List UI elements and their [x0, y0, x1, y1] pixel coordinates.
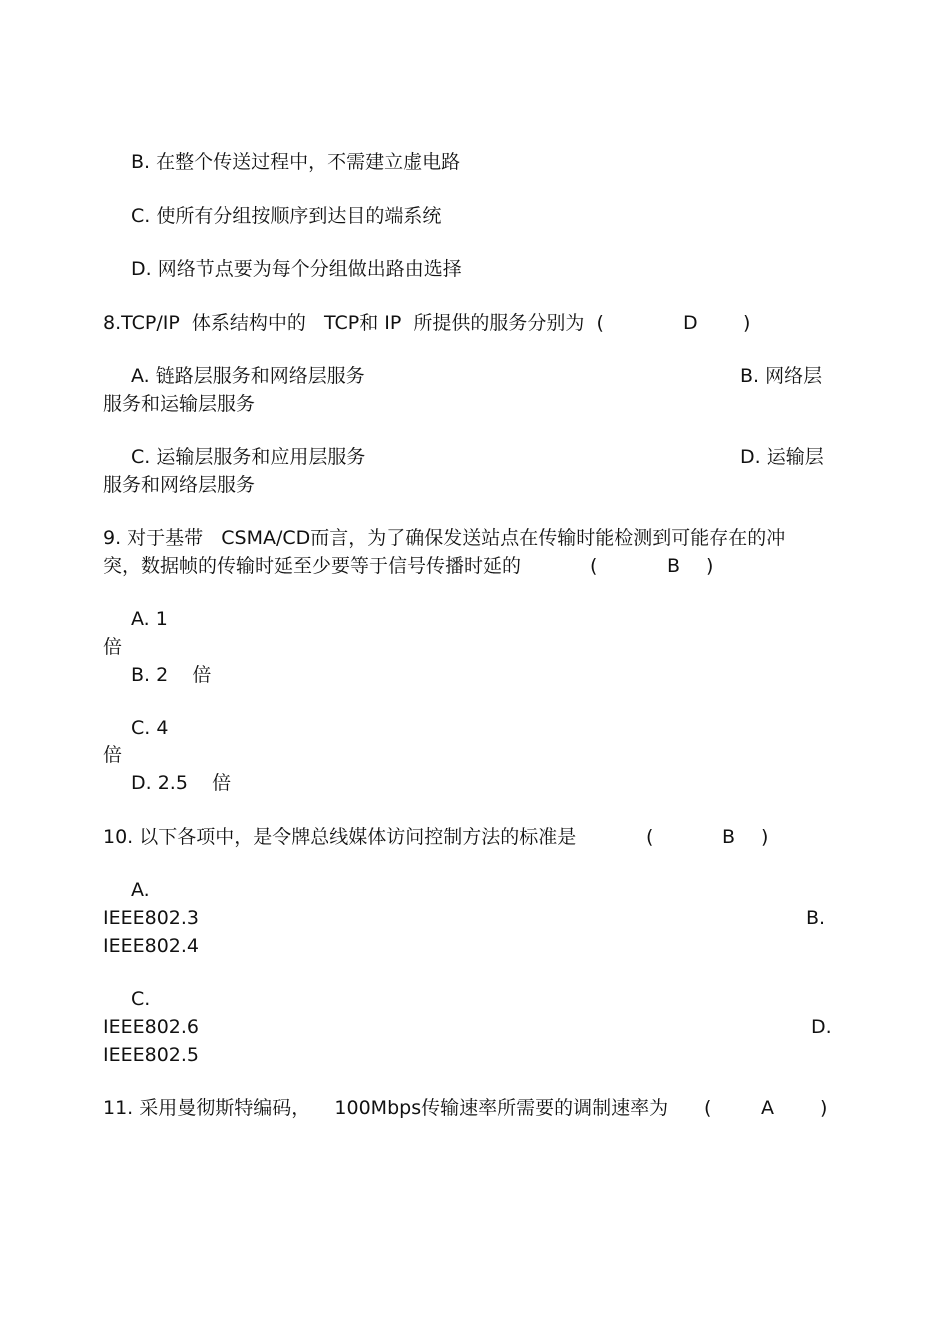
- q10-open-paren: (: [646, 826, 654, 848]
- q7-option-c: C. 使所有分组按顺序到达目的端系统: [131, 205, 442, 227]
- q10-option-b: B.: [806, 907, 826, 929]
- q10-stem: 10. 以下各项中，是令牌总线媒体访问控制方法的标准是: [103, 826, 577, 848]
- q10-option-c-value: IEEE802.6: [103, 1016, 200, 1038]
- q8-close-paren: ): [743, 312, 751, 334]
- q9-stem-line1: 9. 对于基带 CSMA/CD而言，为了确保发送站点在传输时能检测到可能存在的冲: [103, 527, 786, 549]
- q8-option-a: A. 链路层服务和网络层服务: [131, 365, 365, 387]
- q9-option-c: C. 4: [131, 717, 169, 739]
- q8-option-b-cont: 服务和运输层服务: [103, 393, 256, 415]
- q7-option-d: D. 网络节点要为每个分组做出路由选择: [131, 258, 462, 280]
- q9-option-c-cont: 倍: [103, 744, 123, 766]
- q11-stem: 11. 采用曼彻斯特编码， 100Mbps传输速率所需要的调制速率为: [103, 1097, 669, 1119]
- q10-option-d: D.: [811, 1016, 832, 1038]
- q7-option-b: B. 在整个传送过程中，不需建立虚电路: [131, 151, 461, 173]
- q10-option-d-value: IEEE802.5: [103, 1044, 200, 1066]
- q10-option-c: C.: [131, 988, 151, 1010]
- q9-answer: B: [667, 555, 681, 577]
- q8-option-d: D. 运输层: [740, 446, 824, 468]
- q9-option-b: B. 2 倍: [131, 664, 212, 686]
- q10-option-b-value: IEEE802.4: [103, 935, 200, 957]
- q10-answer: B: [722, 826, 736, 848]
- q11-answer: A: [761, 1097, 774, 1119]
- q9-option-a-cont: 倍: [103, 636, 123, 658]
- q11-close-paren: ): [820, 1097, 828, 1119]
- q10-option-a: A.: [131, 879, 150, 901]
- q8-option-d-cont: 服务和网络层服务: [103, 474, 256, 496]
- q10-option-a-value: IEEE802.3: [103, 907, 200, 929]
- q11-open-paren: (: [704, 1097, 712, 1119]
- q9-stem-line2: 突，数据帧的传输时延至少要等于信号传播时延的: [103, 555, 522, 577]
- q9-open-paren: (: [590, 555, 598, 577]
- q9-close-paren: ): [706, 555, 714, 577]
- q8-option-b: B. 网络层: [740, 365, 823, 387]
- q8-option-c: C. 运输层服务和应用层服务: [131, 446, 366, 468]
- q9-option-a: A. 1: [131, 608, 168, 630]
- q10-close-paren: ): [761, 826, 769, 848]
- q9-option-d: D. 2.5 倍: [131, 772, 232, 794]
- q8-answer: D: [683, 312, 698, 334]
- q8-stem: 8.TCP/IP 体系结构中的 TCP和 IP 所提供的服务分别为 (: [103, 312, 604, 334]
